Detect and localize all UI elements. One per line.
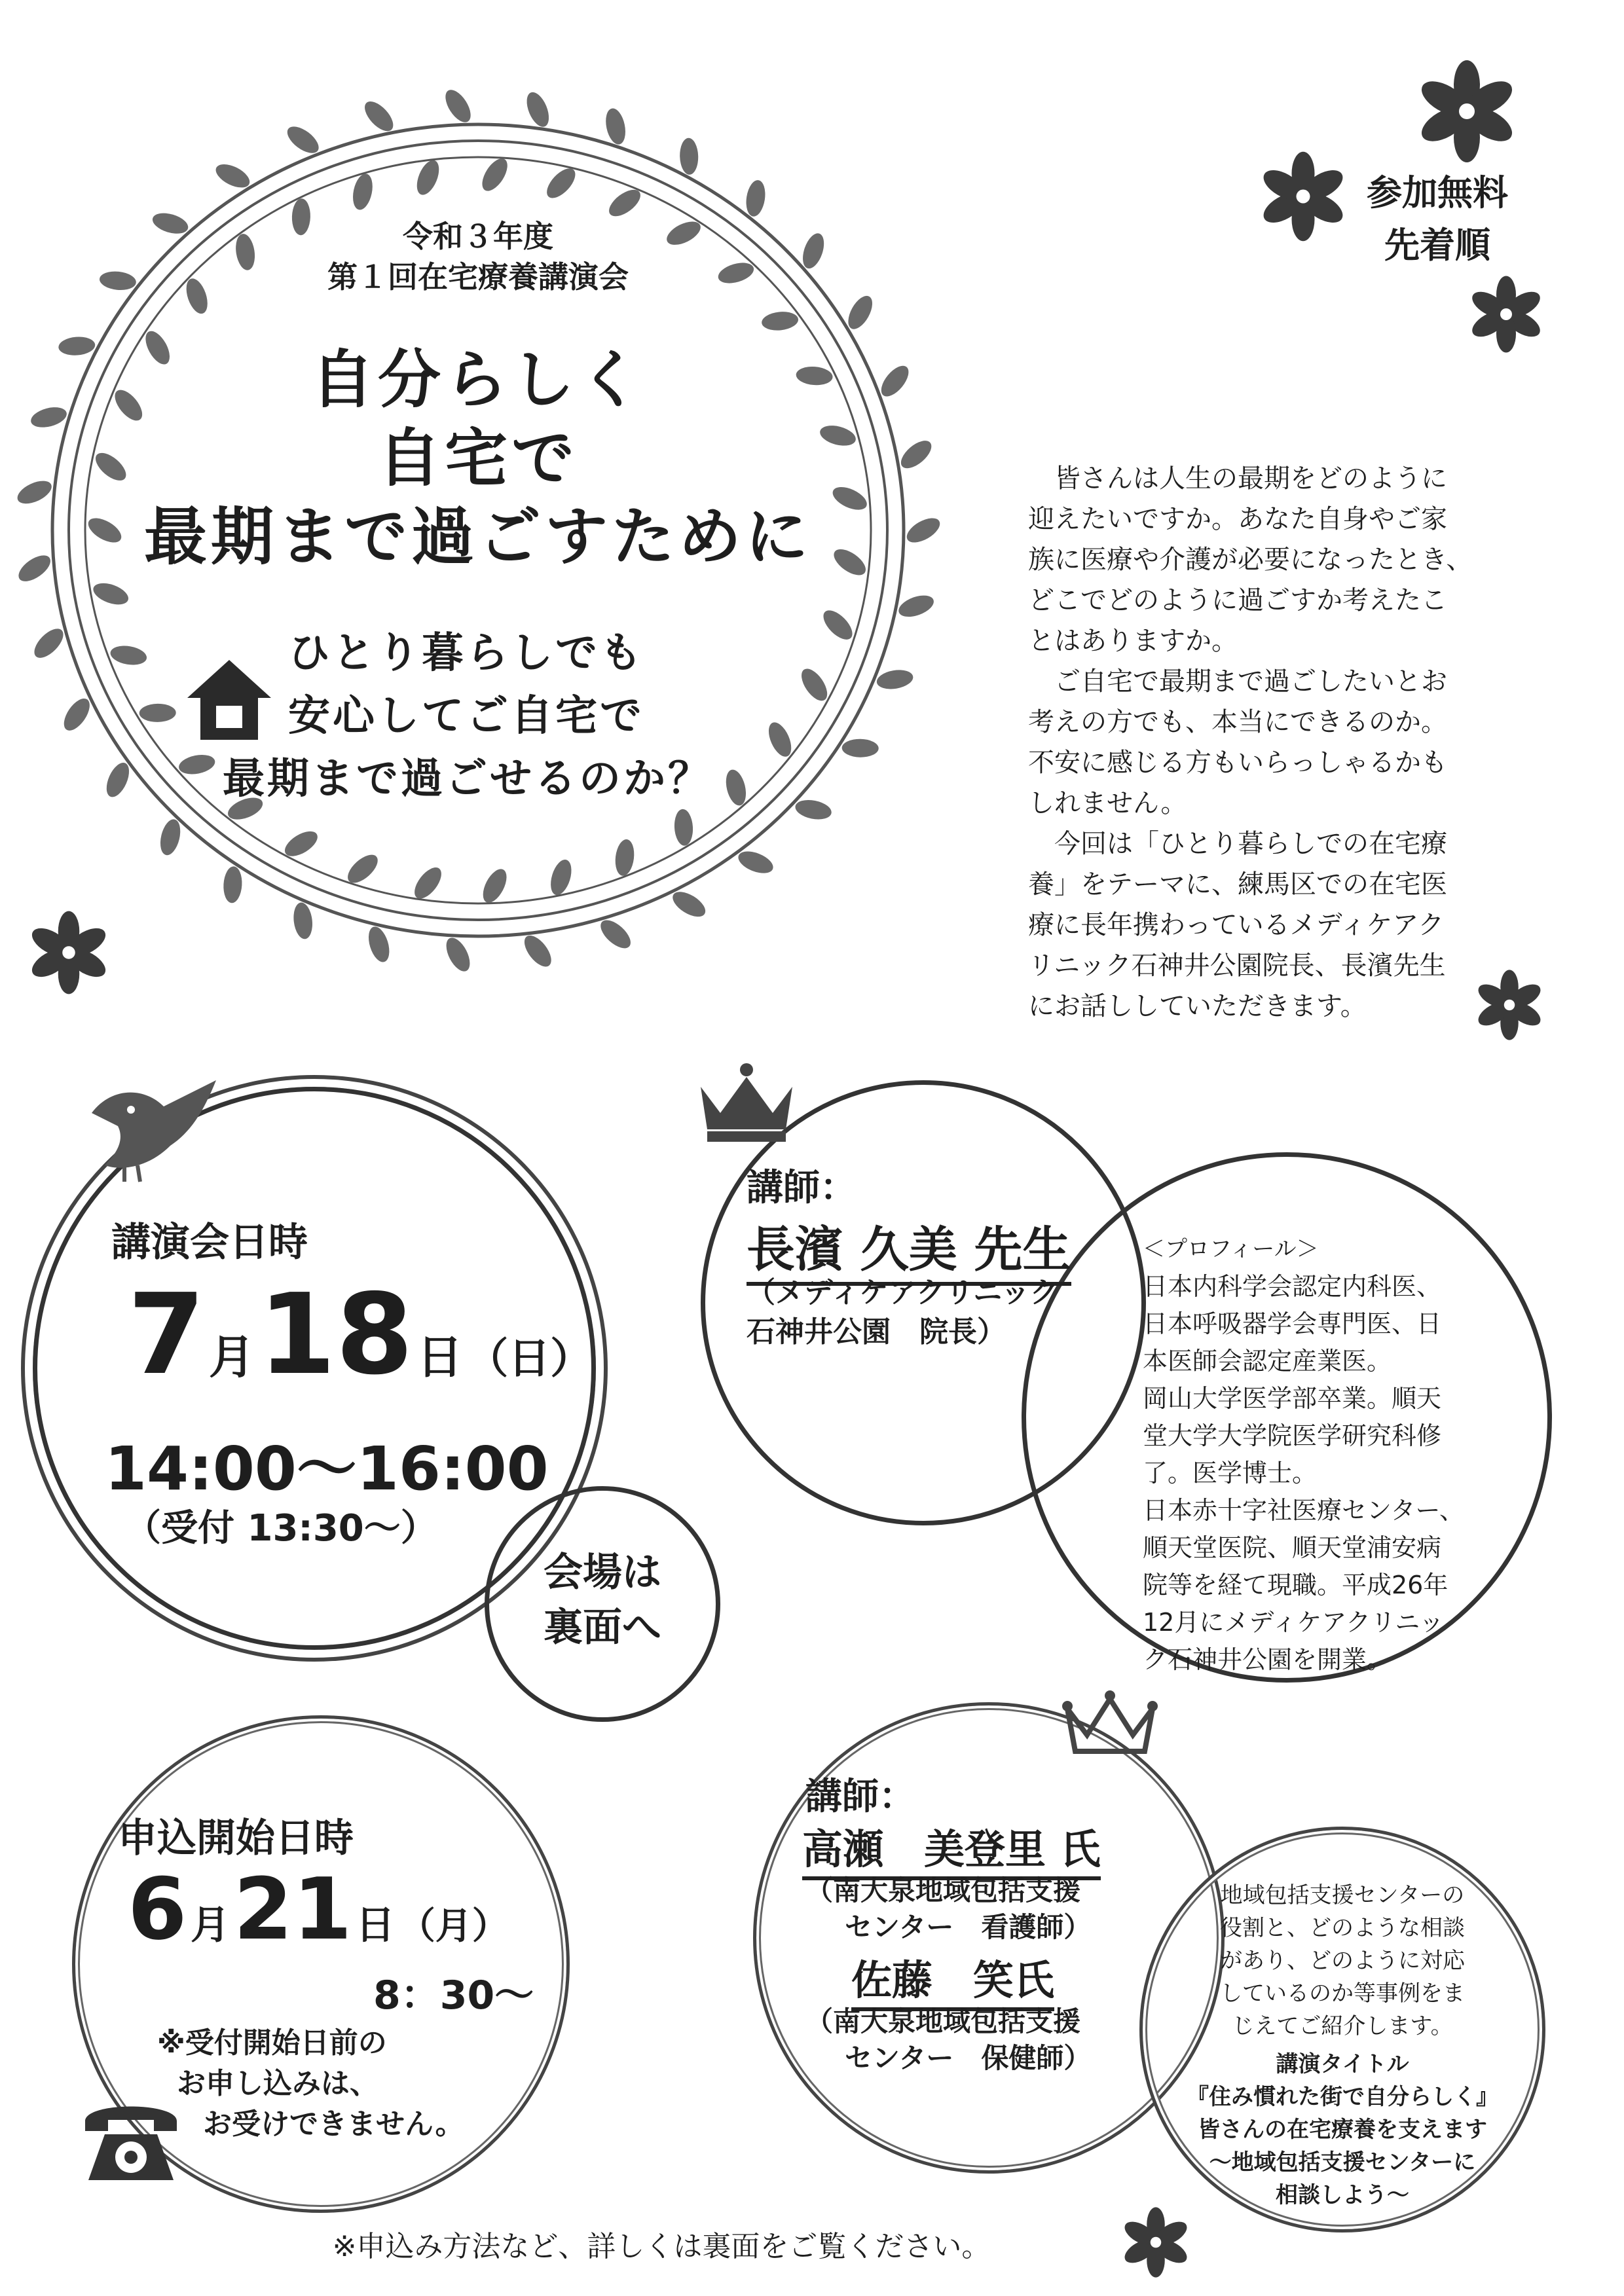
flower-icon	[1257, 151, 1349, 242]
badge-line-1: 参加無料	[1367, 172, 1508, 213]
event-reception: （受付 13:30～）	[124, 1507, 437, 1550]
event-date-label: 講演会日時	[111, 1220, 308, 1266]
telephone-icon	[79, 2088, 183, 2187]
application-date: 6 月 21 日 （月）	[128, 1859, 509, 1959]
speaker1-label: 講師：	[747, 1167, 857, 1209]
event-day: 18	[258, 1270, 414, 1400]
center-info-title-label: 講演タイトル	[1276, 2051, 1409, 2077]
title-line-2: 自宅で	[378, 422, 578, 495]
title-line-3: 最期まで過ごすために	[144, 500, 812, 574]
speaker1-name: 長濱 久美 先生	[747, 1211, 1071, 1286]
free-badge	[1349, 167, 1526, 272]
application-time: 8：30～	[373, 1973, 534, 2018]
flower-icon	[1467, 275, 1545, 354]
speaker1-affiliation: （メディケアクリニック 石神井公園 院長）	[747, 1276, 1059, 1349]
footer-note: ※申込み方法など、詳しくは裏面をご覧ください。	[332, 2230, 991, 2263]
subtitle-line-3: 最期まで過ごせるのか？	[223, 755, 712, 803]
speaker2-label: 講師：	[805, 1776, 915, 1818]
bird-icon	[85, 1074, 236, 1185]
house-icon	[183, 655, 275, 746]
crown-icon	[691, 1061, 802, 1146]
application-label: 申込開始日時	[118, 1815, 354, 1861]
flower-icon	[1473, 969, 1545, 1041]
speaker2-affiliation-a: （南大泉地域包括支援 センター 看護師）	[805, 1874, 1092, 1943]
center-info: 地域包括支援センターの 役割と、どのような相談 があり、どのように対応 しているのか等事例をま じえてご紹介します。 講演タイトル 『住み慣れた街で自分らしく』 皆さんの在宅療養を支えます ～地域包括支援センターに 相談しよう～	[1153, 1879, 1532, 2212]
event-line: 第１回在宅療養講演会	[327, 259, 629, 295]
flower-icon	[1414, 59, 1519, 164]
profile-text: ＜プロフィール＞ 日本内科学会認定内科医、 日本呼吸器学会専門医、日 本医師会認定産業医。 岡山大学医学部卒業。順天 堂大学大学院医学研究科修 了。医学博士。 日本赤十字社医療センター、 順天堂医院、順天堂浦安病 院等を経て現職。平成26年 12月にメディケアクリニッ ク石神井公園を開業。	[1143, 1236, 1464, 1674]
subtitle-line-1: ひとり暮らしでも	[288, 629, 644, 678]
badge-line-2: 先着順	[1384, 225, 1490, 266]
event-date: 7 月 18 日 （日）	[128, 1270, 593, 1400]
venue-note: 会場は 裏面へ	[544, 1550, 661, 1650]
crown-icon	[1061, 1689, 1159, 1761]
event-time: 14:00～16:00	[105, 1434, 549, 1504]
event-weekday: （日）	[466, 1335, 593, 1383]
title-line-1: 自分らしく	[311, 343, 645, 416]
speaker2-affiliation-b: （南大泉地域包括支援 センター 保健師）	[805, 2005, 1092, 2074]
application-note: ※受付開始日前の お申し込みは、 お受けできません。	[157, 2026, 464, 2141]
intro-paragraph: 皆さんは人生の最期をどのように 迎えたいですか。あなた自身やご家 族に医療や介護が必要になったとき、 どこでどのように過ごすか考えたこ とはありますか。 ご自宅で最期まで過ごしたいとお 考えの方でも、本当にできるのか。 不安に感じる方もいらっしゃるかも しれません。 今回は「ひとり暮らしでの在宅療 養」をテーマに、練馬区での在宅医 療に長年携わっているメディケアク リニック石神井公園院長、長濱先生 にお話ししていただきます。	[1028, 464, 1473, 1021]
speaker2-name-a: 高瀬 美登里 氏	[802, 1817, 1101, 1880]
flower-icon	[26, 910, 111, 995]
speaker2-name-b: 佐藤 笑氏	[851, 1948, 1054, 2011]
event-month: 7	[128, 1270, 206, 1400]
subtitle-line-2: 安心してご自宅で	[288, 692, 644, 740]
flower-icon	[1120, 2206, 1192, 2278]
year-line: 令和３年度	[403, 219, 553, 254]
